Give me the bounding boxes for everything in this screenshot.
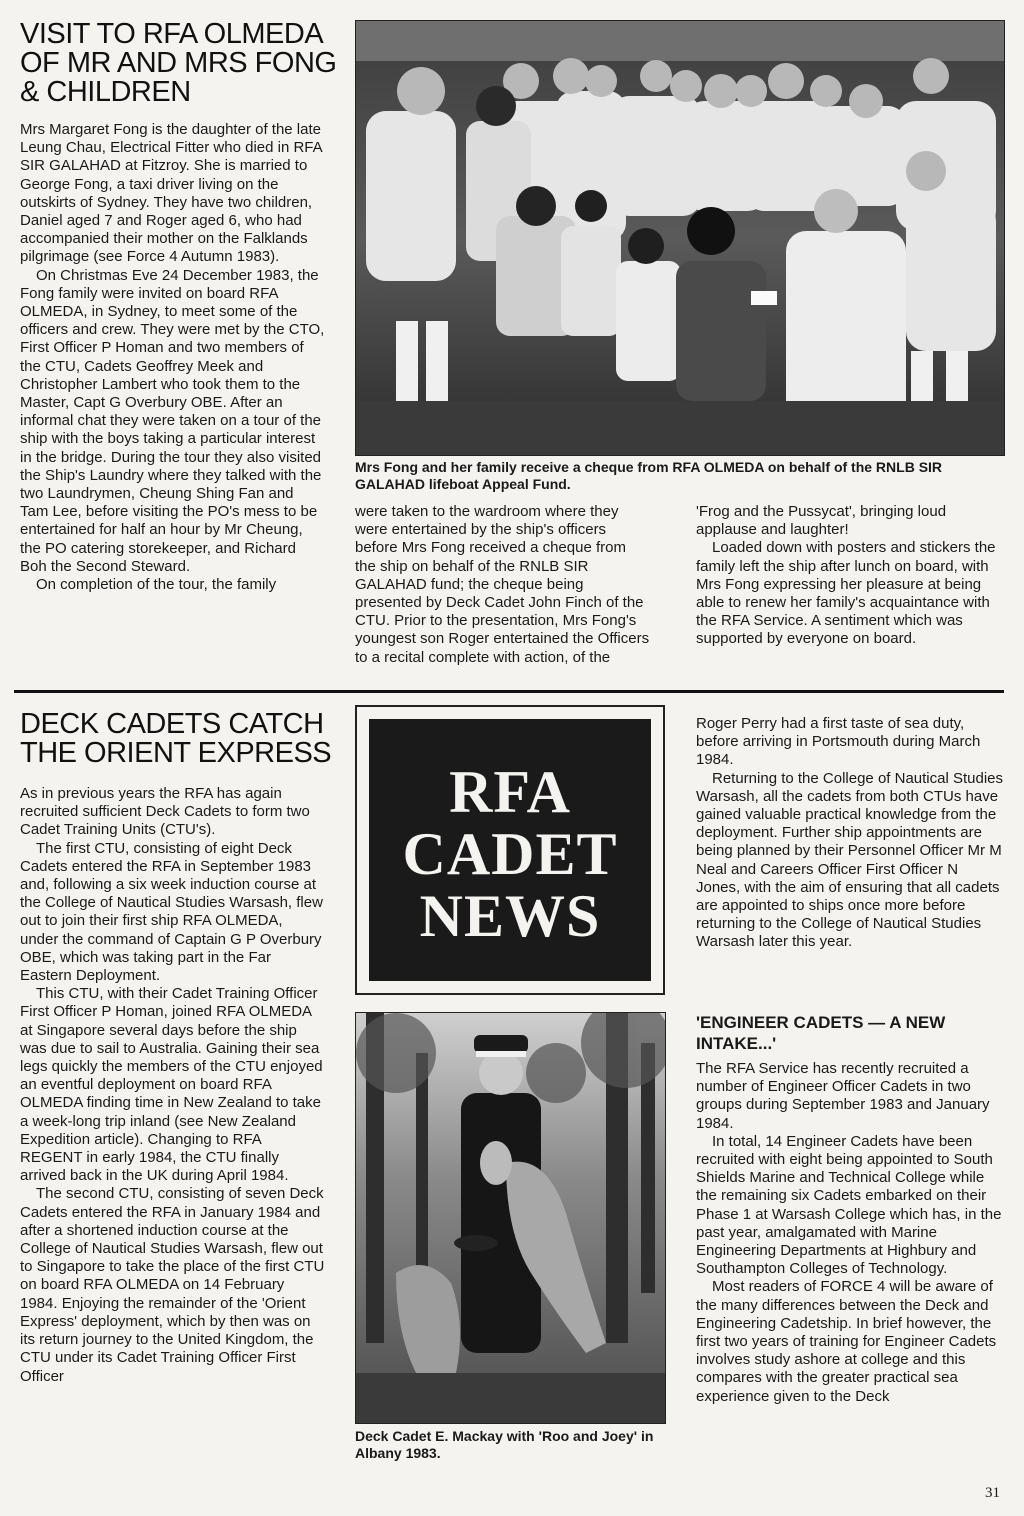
banner-line-rfa: RFA: [449, 759, 571, 825]
banner-line-news: NEWS: [419, 883, 601, 949]
article2-headline-line2: THE ORIENT EXPRESS: [20, 737, 332, 769]
engineer-cadets-subhead: 'ENGINEER CADETS — A NEW INTAKE...': [696, 1013, 946, 1053]
article2-column-1: [20, 785, 325, 1386]
article2-headline: [20, 710, 345, 768]
fong-family-photo-caption-block: [355, 459, 1003, 493]
article1-headline: [20, 20, 345, 107]
article1-column-2: [355, 503, 650, 667]
article2-col1-para2: The first CTU, consisting of eight Deck Cadets entered the RFA in September 1983 and, following a six week induction course at the College of Nautical Studies Warsash, flew out to join their first ship RFA OLMEDA, under the command of Captain G P Overbury OBE, which was taking part in the Far Eastern Deployment.: [20, 839, 323, 985]
article1-headline-line3: & CHILDREN: [20, 76, 191, 108]
engineer-cadets-section: [696, 1012, 1004, 1406]
article1-col1-para3: On completion of the tour, the family: [36, 576, 277, 594]
kangaroo-photo-caption: Deck Cadet E. Mackay with 'Roo and Joey' in Albany 1983.: [355, 1428, 654, 1461]
article1-headline-line1: VISIT TO RFA OLMEDA: [20, 18, 324, 50]
article1-headline-line2: OF MR AND MRS FONG: [20, 47, 337, 79]
article1-col1-para2: On Christmas Eve 24 December 1983, the Fong family were invited on board RFA OLMEDA, in Sydney, to meet some of the officers and crew. They were met by the CTO, First Officer P Homan and two members of the CTU, Cadets Geoffrey Meek and Christopher Lambert who took them to the Master, Capt G Overbury OBE. After an informal chat they were taken on a tour of the ship with the boys taking a particular interest in the bridge. During the tour they also visited the Ship's Laundry where they talked with the two Laundrymen, Cheung Shing Fan and Tam Lee, before visiting the PO's mess to be entertained for half an hour by Mr Cheung, the PO catering storekeeper, and Richard Boh the Second Steward.: [20, 266, 325, 575]
engineer-cadets-para2: In total, 14 Engineer Cadets have been recruited with eight being appointed to South Shields Marine and Technical College while the remaining six Cadets embarked on their Phase 1 at Warsash College which has, in the past year, amalgamated with Marine Engineering Departments at Highbury and Southampton Colleges of Technology.: [696, 1132, 1002, 1278]
article2-headline-line1: DECK CADETS CATCH: [20, 708, 324, 740]
kangaroo-photo-image: [356, 1013, 665, 1423]
article2-column-3: [696, 715, 1004, 952]
article1-column-3: [696, 503, 1004, 649]
article2-col1-para1: As in previous years the RFA has again recruited sufficient Deck Cadets to form two Cadet Training Units (CTU's).: [20, 785, 310, 839]
kangaroo-photo-caption-block: [355, 1428, 664, 1462]
article1-col2-para1: were taken to the wardroom where they were entertained by the ship's officers before Mrs Fong received a cheque from the ship on behalf of the RNLB SIR GALAHAD fund; the cheque being presented by Deck Cadet John Finch of the CTU. Prior to the presentation, Mrs Fong's youngest son Roger entertained the Officers to a recital complete with action, of the: [355, 503, 650, 666]
fong-family-photo-caption: Mrs Fong and her family receive a cheque from RFA OLMEDA on behalf of the RNLB SIR GALAHAD lifeboat Appeal Fund.: [355, 459, 943, 492]
page-number: 31: [985, 1485, 1000, 1501]
article1-column-1: [20, 121, 325, 594]
article2-col1-para4: The second CTU, consisting of seven Deck Cadets entered the RFA in January 1984 and after a shortened induction course at the College of Nautical Studies Warsash, flew out to Singapore to take the place of the first CTU on board RFA OLMEDA on 14 February 1984. Enjoying the remainder of the 'Orient Express' deployment, which by then was on its return journey to the United Kingdom, the CTU under its Cadet Training Officer First Officer: [20, 1185, 325, 1385]
banner-line-cadet: CADET: [402, 821, 618, 887]
article1-col3-para2: Loaded down with posters and stickers the family left the ship after lunch on board, with Mrs Fong expressing her pleasure at being able to renew her family's acquaintance with the RFA Service. A sentiment which was supported by everyone on board.: [696, 539, 996, 648]
article2-col1-para3: This CTU, with their Cadet Training Officer First Officer P Homan, joined RFA OLMEDA at Singapore several days before the ship was due to sail to Australia. Gaining their sea legs quickly the members of the CTU enjoyed an eventful deployment on board RFA OLMEDA finding time in New Zealand to take a week-long trip inland (see New Zealand Expedition article). Changing to RFA REGENT in early 1984, the CTU finally arrived back in the UK during April 1984.: [20, 985, 323, 1185]
rfa-cadet-news-banner-inner: [369, 719, 651, 981]
article1-col3-para1: 'Frog and the Pussycat', bringing loud applause and laughter!: [696, 503, 947, 539]
kangaroo-photo: [355, 1012, 666, 1424]
rfa-cadet-news-banner: [355, 705, 665, 995]
section-divider: [14, 690, 1004, 693]
fong-family-photo: [355, 20, 1005, 456]
engineer-cadets-para1: The RFA Service has recently recruited a number of Engineer Officer Cadets in two groups during September 1983 and January 1984.: [696, 1060, 990, 1132]
engineer-cadets-para3: Most readers of FORCE 4 will be aware of the many differences between the Deck and Engineering Cadetship. In brief however, the first two years of training for Engineer Cadets involves study ashore at college and this compares with the greater practical sea experience given to the Deck: [696, 1278, 997, 1405]
article2-col3-para1: Roger Perry had a first taste of sea duty, before arriving in Portsmouth during March 1984.: [696, 715, 981, 769]
article1-col1-para1: Mrs Margaret Fong is the daughter of the late Leung Chau, Electrical Fitter who died in RFA SIR GALAHAD at Fitzroy. She is married to George Fong, a taxi driver living on the outskirts of Sydney. They have two children, Daniel aged 7 and Roger aged 6, who had accompanied their mother on the Falklands pilgrimage (see Force 4 Autumn 1983).: [20, 121, 322, 266]
fong-family-photo-image: [356, 21, 1004, 455]
article2-col3-para2: Returning to the College of Nautical Studies Warsash, all the cadets from both CTUs have gained valuable practical knowledge from the deployment. Further ship appointments are being planned by their Personnel Officer Mr M Neal and Careers Officer First Officer N Jones, with the aim of ensuring that all cadets are appointed to ships once more before returning to the College of Nautical Studies Warsash later this year.: [696, 769, 1004, 951]
